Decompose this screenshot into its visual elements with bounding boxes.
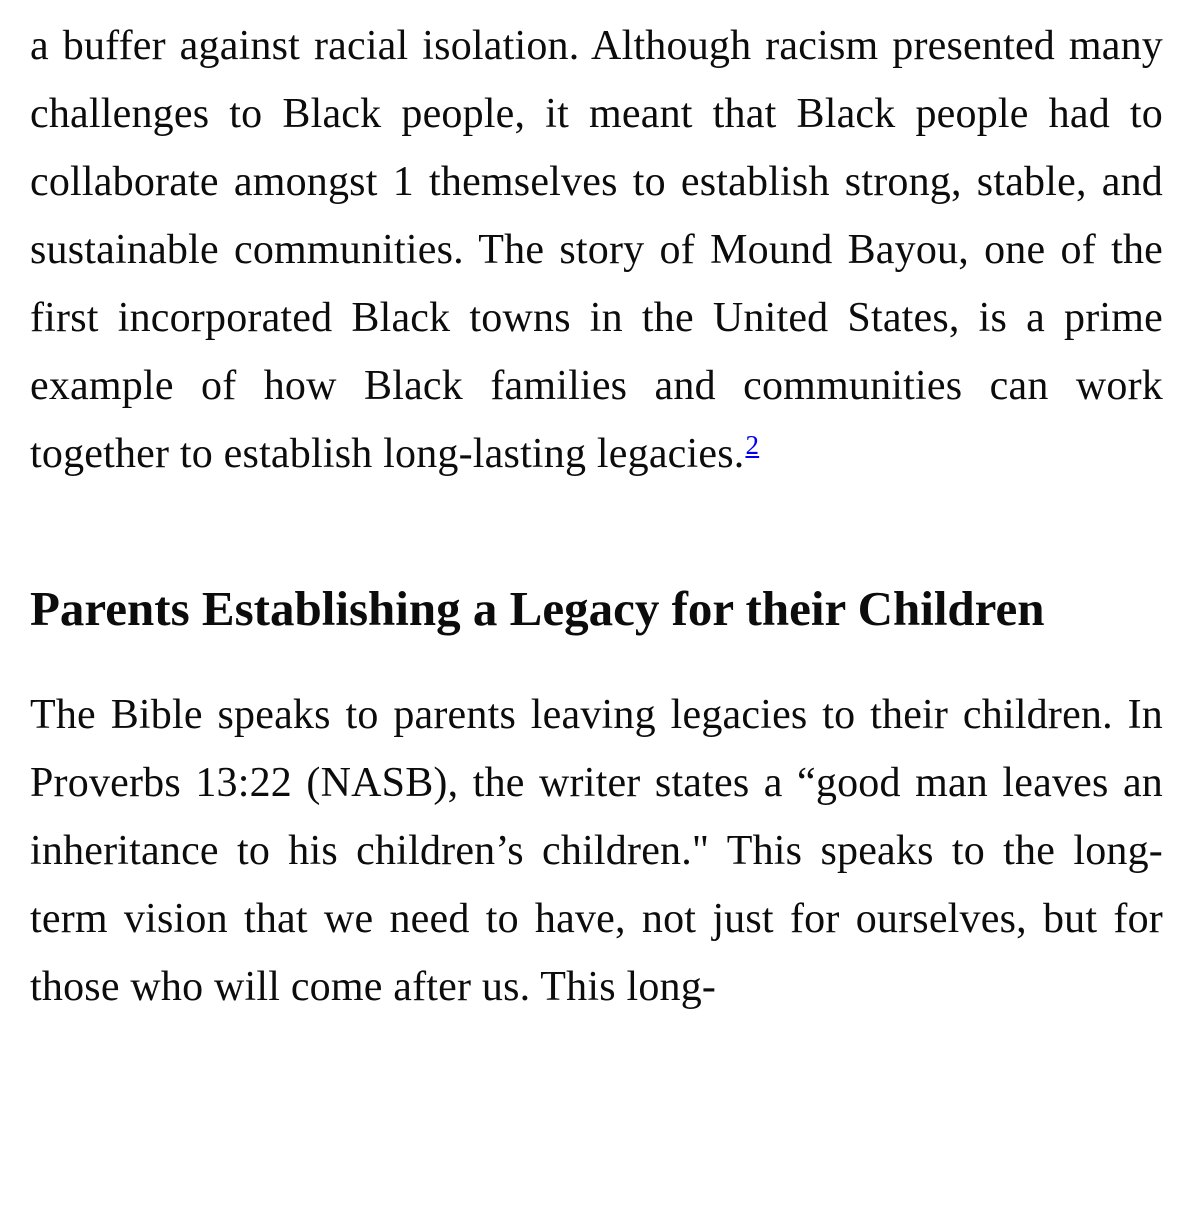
footnote-link-2[interactable]: 2 bbox=[745, 430, 760, 460]
paragraph-continuation-text: a buffer against racial isolation. Although racism presented many challenges to Black people, it meant that Black people had to collaborate amongst 1 themselves to establish strong, stable, and sustainable communities. The story of Mound Bayou, one of the first incorporated Black towns in the United States, is a prime example of how Black families and communities can work together to establish long-lasting legacies. bbox=[30, 23, 1163, 477]
paragraph-bible-legacy: The Bible speaks to parents leaving legacies to their children. In Proverbs 13:22 (NASB), the writer states a “good man leaves an inheritance to his children’s children." This speaks to the long-term vision that we need to have, not just for ourselves, but for those who will come after us. This long- bbox=[30, 692, 1163, 1010]
paragraph-continuation bbox=[30, 12, 1163, 488]
section-heading: Parents Establishing a Legacy for their Children bbox=[30, 581, 1045, 636]
